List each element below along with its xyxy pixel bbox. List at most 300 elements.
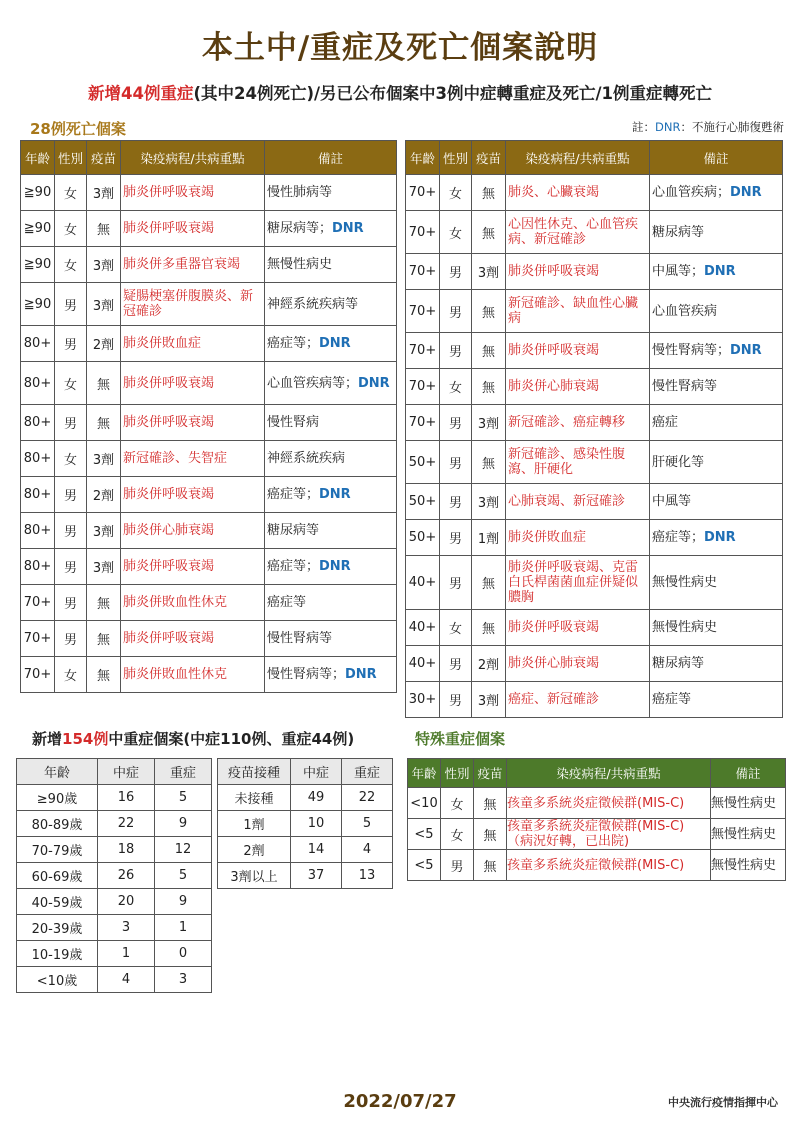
special-table-header: [408, 759, 786, 788]
death-table-right-header: [406, 141, 783, 175]
special-header-cell: 備註: [711, 759, 786, 788]
condition-cell: 肺炎併呼吸衰竭: [121, 211, 265, 247]
vaccine-cell: 2劑: [472, 646, 506, 682]
remark-text: 慢性腎病等: [652, 379, 718, 394]
stats-table-row: [17, 915, 212, 941]
vaccine-cell: 3劑: [472, 405, 506, 441]
vaccine-cell: 無: [472, 211, 506, 254]
death-table-row: [406, 405, 783, 441]
condition-cell: 孩童多系統炎症徵候群(MIS-C): [507, 788, 711, 819]
death-table-row: [21, 175, 397, 211]
vaccine-cell: 無: [474, 850, 507, 881]
note-prefix: 註：: [632, 120, 656, 134]
age-cell: 70+: [21, 657, 55, 693]
dnr-label: DNR: [319, 559, 351, 574]
stats-cell: 22: [342, 785, 393, 811]
age-table-body: [17, 785, 212, 993]
stats-title: [32, 728, 354, 749]
stats-table-row: [218, 785, 393, 811]
remark-cell: [265, 477, 397, 513]
vaccine-cell: 3劑: [87, 513, 121, 549]
remark-text: 癌症: [652, 415, 679, 430]
condition-cell: 肺炎併呼吸衰竭: [121, 549, 265, 585]
stats-cell: 13: [342, 863, 393, 889]
age-cell: 70+: [406, 405, 440, 441]
condition-cell: 癌症、新冠確診: [506, 682, 650, 718]
death-table-row: [21, 211, 397, 247]
sex-cell: 女: [55, 362, 87, 405]
stats-cell: 18: [98, 837, 155, 863]
special-table-body: [408, 788, 786, 881]
death-table-row: [406, 441, 783, 484]
stats-cell: 60-69歲: [17, 863, 98, 889]
condition-cell: 肺炎併敗血性休克: [121, 585, 265, 621]
death-header-cell: 備註: [265, 141, 397, 175]
sex-cell: 女: [440, 211, 472, 254]
age-cell: <5: [408, 819, 441, 850]
condition-cell: 新冠確診、失智症: [121, 441, 265, 477]
age-cell: ≧90: [21, 211, 55, 247]
remark-text: 中風等；: [652, 264, 705, 279]
subtitle-rest: (其中24例死亡)/另已公布個案中3例中症轉重症及死亡/1例重症轉死亡: [193, 84, 713, 103]
age-cell: 70+: [406, 211, 440, 254]
sex-cell: 女: [55, 211, 87, 247]
stats-cell: 10: [291, 811, 342, 837]
condition-cell: 新冠確診、缺血性心臟病: [506, 290, 650, 333]
special-table: [407, 758, 786, 881]
remark-text: 糖尿病等: [652, 224, 705, 240]
remark-cell: [265, 247, 397, 283]
stats-header-cell: 重症: [155, 759, 212, 785]
sex-cell: 男: [55, 326, 87, 362]
vaccine-cell: 無: [87, 585, 121, 621]
remark-cell: [650, 556, 783, 610]
stats-cell: 2劑: [218, 837, 291, 863]
remark-text: 糖尿病等；: [267, 221, 333, 236]
vaccine-cell: 無: [87, 211, 121, 247]
remark-text: 神經系統疾病: [267, 451, 346, 466]
vaccine-cell: 3劑: [87, 441, 121, 477]
age-cell: 40+: [406, 610, 440, 646]
remark-cell: 無慢性病史: [711, 788, 786, 819]
special-title: 特殊重症個案: [415, 730, 506, 748]
sex-cell: 男: [440, 405, 472, 441]
remark-text: 慢性腎病等；: [652, 343, 731, 358]
age-cell: <5: [408, 850, 441, 881]
stats-cell: 80-89歲: [17, 811, 98, 837]
vaccine-cell: 無: [474, 819, 507, 850]
age-cell: 50+: [406, 520, 440, 556]
age-cell: 30+: [406, 682, 440, 718]
age-cell: 80+: [21, 477, 55, 513]
sex-cell: 男: [440, 646, 472, 682]
death-table-row: [406, 333, 783, 369]
remark-cell: [650, 441, 783, 484]
remark-text: 癌症等；: [652, 530, 705, 545]
death-table-right: [405, 140, 783, 718]
special-table-row: [408, 819, 786, 850]
stats-title-rest: 中重症個案(中症110例、重症44例): [108, 730, 355, 748]
age-cell: <10: [408, 788, 441, 819]
organization-name: 中央流行疫情指揮中心: [668, 1096, 778, 1109]
sex-cell: 男: [440, 290, 472, 333]
remark-cell: [265, 585, 397, 621]
death-table-row: [406, 484, 783, 520]
sex-cell: 女: [441, 819, 474, 850]
age-cell: 80+: [21, 441, 55, 477]
remark-cell: [650, 211, 783, 254]
sex-cell: 女: [440, 369, 472, 405]
stats-table-row: [17, 785, 212, 811]
death-table-row: [406, 290, 783, 333]
remark-text: 慢性腎病等；: [267, 667, 346, 682]
remark-cell: [265, 549, 397, 585]
stats-cell: 16: [98, 785, 155, 811]
death-table-row: [406, 556, 783, 610]
remark-cell: [650, 646, 783, 682]
sex-cell: 男: [55, 585, 87, 621]
vaccine-cell: 1劑: [472, 520, 506, 556]
stats-cell: 10-19歲: [17, 941, 98, 967]
age-cell: 40+: [406, 556, 440, 610]
remark-text: 中風等: [652, 494, 692, 509]
death-table-row: [406, 520, 783, 556]
stats-cell: 0: [155, 941, 212, 967]
death-table-row: [406, 610, 783, 646]
remark-text: 癌症等: [652, 692, 692, 707]
stats-table-row: [17, 811, 212, 837]
page-title: 本土中/重症及死亡個案說明: [201, 30, 599, 66]
death-table-row: [21, 549, 397, 585]
stats-title-prefix: 新增: [32, 730, 63, 748]
vaccine-cell: 2劑: [87, 326, 121, 362]
vaccine-cell: 無: [472, 556, 506, 610]
stats-cell: 9: [155, 889, 212, 915]
remark-text: 慢性腎病等: [267, 631, 333, 646]
condition-cell: 新冠確診、感染性腹瀉、肝硬化: [506, 441, 650, 484]
stats-table-row: [17, 967, 212, 993]
dnr-note: [632, 119, 784, 135]
sex-cell: 女: [55, 175, 87, 211]
stats-cell: 4: [342, 837, 393, 863]
dnr-label: DNR: [730, 343, 762, 358]
sex-cell: 男: [55, 477, 87, 513]
sex-cell: 男: [440, 682, 472, 718]
remark-cell: [650, 405, 783, 441]
special-header-cell: 染疫病程/共病重點: [507, 759, 711, 788]
age-cell: ≧90: [21, 175, 55, 211]
remark-text: 心血管疾病；: [652, 185, 731, 200]
special-table-row: [408, 850, 786, 881]
stats-cell: 14: [291, 837, 342, 863]
remark-text: 癌症等；: [267, 336, 320, 351]
age-cell: 70+: [406, 333, 440, 369]
death-header-cell: 性別: [440, 141, 472, 175]
remark-cell: [265, 513, 397, 549]
special-header-cell: 性別: [441, 759, 474, 788]
age-cell: 80+: [21, 549, 55, 585]
remark-cell: [265, 621, 397, 657]
stats-cell: 3劑以上: [218, 863, 291, 889]
vaccine-table-header: [218, 759, 393, 785]
remark-text: 心血管疾病等；: [267, 375, 359, 391]
stats-header-cell: 年齡: [17, 759, 98, 785]
remark-text: 無慢性病史: [652, 575, 718, 590]
vaccine-cell: 3劑: [472, 484, 506, 520]
stats-cell: 5: [155, 863, 212, 889]
stats-table-row: [17, 889, 212, 915]
death-table-row: [406, 682, 783, 718]
remark-cell: [650, 175, 783, 211]
vaccine-cell: 無: [472, 333, 506, 369]
age-cell: 70+: [406, 290, 440, 333]
dnr-label: DNR: [319, 487, 351, 502]
sex-cell: 女: [55, 441, 87, 477]
stats-cell: 5: [342, 811, 393, 837]
stats-cell: 37: [291, 863, 342, 889]
remark-cell: [650, 333, 783, 369]
vaccine-cell: 無: [87, 405, 121, 441]
vaccine-cell: 無: [87, 657, 121, 693]
condition-cell: 肺炎併敗血症: [121, 326, 265, 362]
stats-cell: 1: [155, 915, 212, 941]
remark-text: 慢性肺病等: [267, 185, 333, 200]
condition-cell: 肺炎併呼吸衰竭: [121, 477, 265, 513]
sex-cell: 女: [440, 610, 472, 646]
stats-cell: 4: [98, 967, 155, 993]
stats-cell: 9: [155, 811, 212, 837]
sex-cell: 男: [440, 333, 472, 369]
vaccine-cell: 3劑: [87, 549, 121, 585]
report-date: 2022/07/27: [343, 1091, 457, 1112]
death-table-row: [21, 441, 397, 477]
page-subtitle: [0, 80, 800, 104]
death-table-left-body: [21, 175, 397, 693]
death-table-row: [21, 477, 397, 513]
vaccine-cell: 無: [87, 362, 121, 405]
remark-text: 糖尿病等: [652, 656, 705, 671]
death-table-row: [21, 247, 397, 283]
remark-text: 神經系統疾病等: [267, 296, 359, 312]
sex-cell: 男: [55, 621, 87, 657]
age-cell: 80+: [21, 513, 55, 549]
death-table-row: [21, 326, 397, 362]
condition-cell: 肺炎併呼吸衰竭、克雷白氏桿菌菌血症併疑似膿胸: [506, 556, 650, 610]
stats-cell: <10歲: [17, 967, 98, 993]
age-cell: 40+: [406, 646, 440, 682]
vaccine-cell: 無: [474, 788, 507, 819]
death-table-row: [406, 175, 783, 211]
sex-cell: 男: [55, 549, 87, 585]
death-table-row: [406, 369, 783, 405]
vaccine-cell: 無: [472, 290, 506, 333]
age-cell: 70+: [406, 369, 440, 405]
stats-title-count: 154例: [62, 730, 109, 748]
condition-cell: 肺炎併呼吸衰竭: [121, 621, 265, 657]
vaccine-cell: 3劑: [87, 247, 121, 283]
stats-cell: 22: [98, 811, 155, 837]
death-table-row: [406, 211, 783, 254]
sex-cell: 男: [55, 283, 87, 326]
stats-table-row: [218, 837, 393, 863]
vaccine-cell: 3劑: [87, 283, 121, 326]
age-table: [16, 758, 212, 993]
remark-text: 肝硬化等: [652, 454, 705, 470]
remark-cell: [265, 326, 397, 362]
dnr-label: DNR: [730, 185, 762, 200]
sex-cell: 男: [55, 405, 87, 441]
death-table-right-body: [406, 175, 783, 718]
age-cell: 80+: [21, 362, 55, 405]
vaccine-cell: 3劑: [472, 682, 506, 718]
condition-cell: 肺炎併呼吸衰竭: [506, 254, 650, 290]
age-cell: 80+: [21, 405, 55, 441]
vaccine-cell: 無: [472, 441, 506, 484]
remark-text: 無慢性病史: [652, 620, 718, 635]
remark-cell: [265, 405, 397, 441]
remark-cell: [265, 362, 397, 405]
vaccine-table: [217, 758, 393, 889]
stats-cell: 20: [98, 889, 155, 915]
stats-cell: 3: [155, 967, 212, 993]
condition-cell: 肺炎併敗血性休克: [121, 657, 265, 693]
sex-cell: 男: [440, 556, 472, 610]
death-section-title: 28例死亡個案: [30, 120, 126, 138]
special-header-cell: 年齡: [408, 759, 441, 788]
vaccine-cell: 無: [472, 610, 506, 646]
vaccine-cell: 3劑: [472, 254, 506, 290]
death-table-row: [21, 513, 397, 549]
death-table-row: [21, 621, 397, 657]
stats-cell: 70-79歲: [17, 837, 98, 863]
remark-text: 慢性腎病: [267, 415, 320, 430]
sex-cell: 女: [55, 657, 87, 693]
death-table-row: [21, 283, 397, 326]
stats-table-row: [218, 811, 393, 837]
remark-text: 心血管疾病: [652, 303, 718, 319]
death-header-cell: 備註: [650, 141, 783, 175]
death-table-left-header: [21, 141, 397, 175]
special-header-cell: 疫苗: [474, 759, 507, 788]
stats-cell: 20-39歲: [17, 915, 98, 941]
stats-cell: 1劑: [218, 811, 291, 837]
death-header-cell: 疫苗: [87, 141, 121, 175]
remark-text: 無慢性病史: [267, 257, 333, 272]
death-table-row: [21, 585, 397, 621]
remark-cell: [650, 290, 783, 333]
condition-cell: 新冠確診、癌症轉移: [506, 405, 650, 441]
remark-cell: [650, 369, 783, 405]
remark-cell: [265, 441, 397, 477]
dnr-label: DNR: [358, 375, 390, 391]
age-cell: 70+: [406, 175, 440, 211]
age-cell: 80+: [21, 326, 55, 362]
death-table-row: [21, 362, 397, 405]
death-header-cell: 年齡: [406, 141, 440, 175]
sex-cell: 男: [441, 850, 474, 881]
condition-cell: 孩童多系統炎症徵候群(MIS-C): [507, 850, 711, 881]
death-header-cell: 年齡: [21, 141, 55, 175]
stats-cell: 3: [98, 915, 155, 941]
stats-header-cell: 中症: [291, 759, 342, 785]
condition-cell: 肺炎併呼吸衰竭: [506, 333, 650, 369]
stats-cell: 5: [155, 785, 212, 811]
death-table-row: [21, 405, 397, 441]
stats-table-row: [218, 863, 393, 889]
vaccine-cell: 3劑: [87, 175, 121, 211]
subtitle-highlight: 新增44例重症: [87, 84, 194, 103]
special-table-row: [408, 788, 786, 819]
death-table-row: [406, 646, 783, 682]
stats-cell: 未接種: [218, 785, 291, 811]
stats-cell: 1: [98, 941, 155, 967]
stats-cell: 40-59歲: [17, 889, 98, 915]
stats-table-row: [17, 863, 212, 889]
remark-cell: [650, 254, 783, 290]
vaccine-cell: 無: [472, 175, 506, 211]
remark-text: 糖尿病等: [267, 523, 320, 538]
remark-cell: [265, 211, 397, 247]
age-cell: ≧90: [21, 247, 55, 283]
stats-cell: 12: [155, 837, 212, 863]
sex-cell: 男: [440, 484, 472, 520]
remark-cell: [650, 610, 783, 646]
sex-cell: 男: [440, 254, 472, 290]
note-text: ：不施行心肺復甦術: [680, 120, 784, 134]
condition-cell: 肺炎併多重器官衰竭: [121, 247, 265, 283]
dnr-label: DNR: [704, 530, 736, 545]
age-cell: 50+: [406, 484, 440, 520]
death-header-cell: 疫苗: [472, 141, 506, 175]
age-cell: 70+: [406, 254, 440, 290]
death-header-cell: 染疫病程/共病重點: [121, 141, 265, 175]
age-cell: ≧90: [21, 283, 55, 326]
condition-cell: 肺炎併呼吸衰竭: [121, 175, 265, 211]
vaccine-table-body: [218, 785, 393, 889]
sex-cell: 男: [440, 441, 472, 484]
condition-cell: 肺炎併呼吸衰竭: [506, 610, 650, 646]
stats-header-cell: 疫苗接種: [218, 759, 291, 785]
condition-cell: 心因性休克、心血管疾病、新冠確診: [506, 211, 650, 254]
vaccine-cell: 2劑: [87, 477, 121, 513]
remark-cell: [650, 682, 783, 718]
condition-cell: 肺炎、心臟衰竭: [506, 175, 650, 211]
age-cell: 50+: [406, 441, 440, 484]
sex-cell: 女: [55, 247, 87, 283]
sex-cell: 女: [441, 788, 474, 819]
note-dnr: DNR: [655, 120, 681, 134]
condition-cell: 心肺衰竭、新冠確診: [506, 484, 650, 520]
dnr-label: DNR: [704, 264, 736, 279]
condition-cell: 肺炎併心肺衰竭: [121, 513, 265, 549]
condition-cell: 肺炎併心肺衰竭: [506, 369, 650, 405]
remark-cell: 無慢性病史: [711, 850, 786, 881]
remark-cell: [650, 484, 783, 520]
condition-cell: 孩童多系統炎症徵候群(MIS-C)（病況好轉，已出院): [507, 819, 711, 850]
condition-cell: 肺炎併呼吸衰竭: [121, 362, 265, 405]
remark-text: 癌症等: [267, 595, 307, 610]
sex-cell: 男: [55, 513, 87, 549]
stats-cell: 49: [291, 785, 342, 811]
remark-text: 癌症等；: [267, 559, 320, 574]
stats-header-cell: 重症: [342, 759, 393, 785]
vaccine-cell: 無: [472, 369, 506, 405]
death-table-row: [21, 657, 397, 693]
condition-cell: 肺炎併呼吸衰竭: [121, 405, 265, 441]
remark-cell: [265, 657, 397, 693]
condition-cell: 疑腸梗塞併腹膜炎、新冠確診: [121, 283, 265, 326]
remark-cell: [265, 283, 397, 326]
